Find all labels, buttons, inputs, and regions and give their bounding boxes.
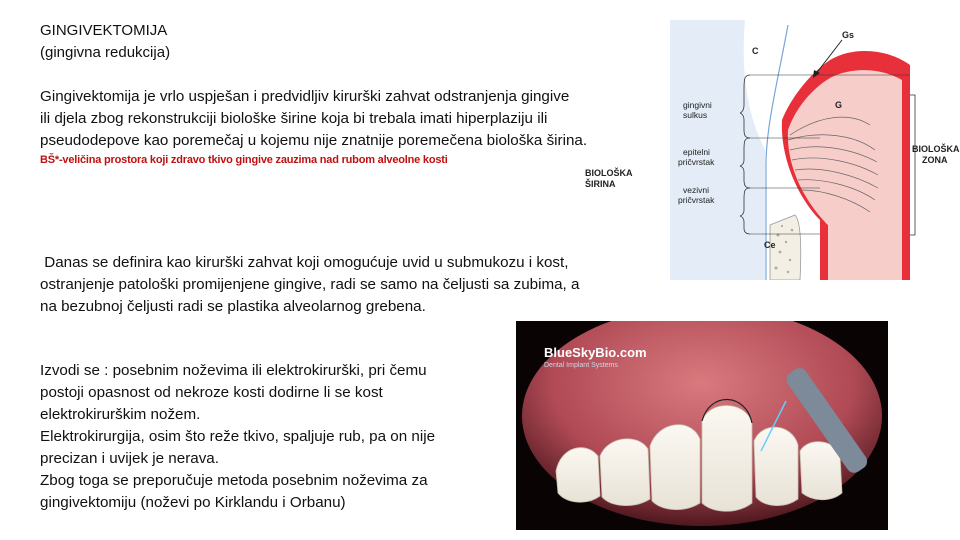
gingiva-inner (788, 70, 902, 280)
paragraph-line: Danas se definira kao kirurški zahvat koji omogućuje uvid u submukozu i kost, (40, 254, 569, 271)
paragraph-line: pseudodepove kao poremečaj u kojemu nije znatnije poremečena biološka širina. (40, 132, 588, 149)
label-g: G (835, 100, 843, 110)
paragraph-line: Izvodi se : posebnim noževima ili elektrokirurški, pri čemu (40, 362, 427, 379)
label-biologic-zone-1: BIOLOŠKA (912, 144, 960, 154)
title-line-1: GINGIVEKTOMIJA (40, 22, 168, 39)
paragraph-line: ostranjenje patološki promijenjene gingive, radi se samo na čeljusti sa zubima, a (40, 276, 580, 293)
watermark-subtitle: Dental Implant Systems (544, 362, 618, 369)
paragraph-line: na bezubnoj čeljusti radi se plastika alveolarnog grebena. (40, 298, 426, 315)
label-gs: Gs (842, 30, 855, 40)
clinical-photo (516, 321, 888, 530)
paragraph-line: Zbog toga se preporučuje metoda posebnim noževima za (40, 472, 428, 489)
label-epithelial-1: epitelni (683, 147, 710, 157)
slide-title (40, 20, 170, 64)
label-gingival-sulcus-2: sulkus (683, 110, 708, 120)
biologic-width-note: BŠ*-veličina prostora koji zdravo tkivo gingive zauzima nad rubom alveolne kosti (40, 154, 448, 166)
label-biologic-zone-2: ZONA (922, 155, 948, 165)
label-c: C (752, 46, 759, 56)
gingiva-anatomy-diagram (670, 20, 960, 280)
label-ce: Ce (764, 240, 776, 250)
paragraph-line: elektrokirurškim nožem. (40, 406, 201, 423)
paragraph-line: gingivektomiju (noževi po Kirklandu i Orbanu) (40, 494, 346, 511)
paragraph-procedure (40, 360, 435, 514)
biologic-width-label: BIOLOŠKA ŠIRINA (585, 168, 633, 189)
paragraph-line: postoji opasnost od nekroze kosti dodirne li se kost (40, 384, 383, 401)
paragraph-definition (40, 252, 579, 318)
paragraph-intro (40, 86, 587, 152)
watermark-brand: BlueSkyBio.com (544, 345, 647, 360)
paragraph-line: ili djela zbog rekonstrukciji biološke širine koja bi trebala imati hiperplaziju ili (40, 110, 548, 127)
title-line-2: (gingivna redukcija) (40, 44, 171, 61)
paragraph-line: Elektrokirurgija, osim što reže tkivo, spaljuje rub, pa on nije (40, 428, 436, 445)
paragraph-line: Gingivektomija je vrlo uspješan i predvidljiv kirurški zahvat odstranjenja gingive (40, 88, 570, 105)
label-connective-1: vezivni (683, 185, 709, 195)
label-gingival-sulcus-1: gingivni (683, 100, 712, 110)
paragraph-line: precizan i uvijek je nerava. (40, 450, 219, 467)
label-epithelial-2: pričvrstak (678, 157, 715, 167)
label-connective-2: pričvrstak (678, 195, 715, 205)
